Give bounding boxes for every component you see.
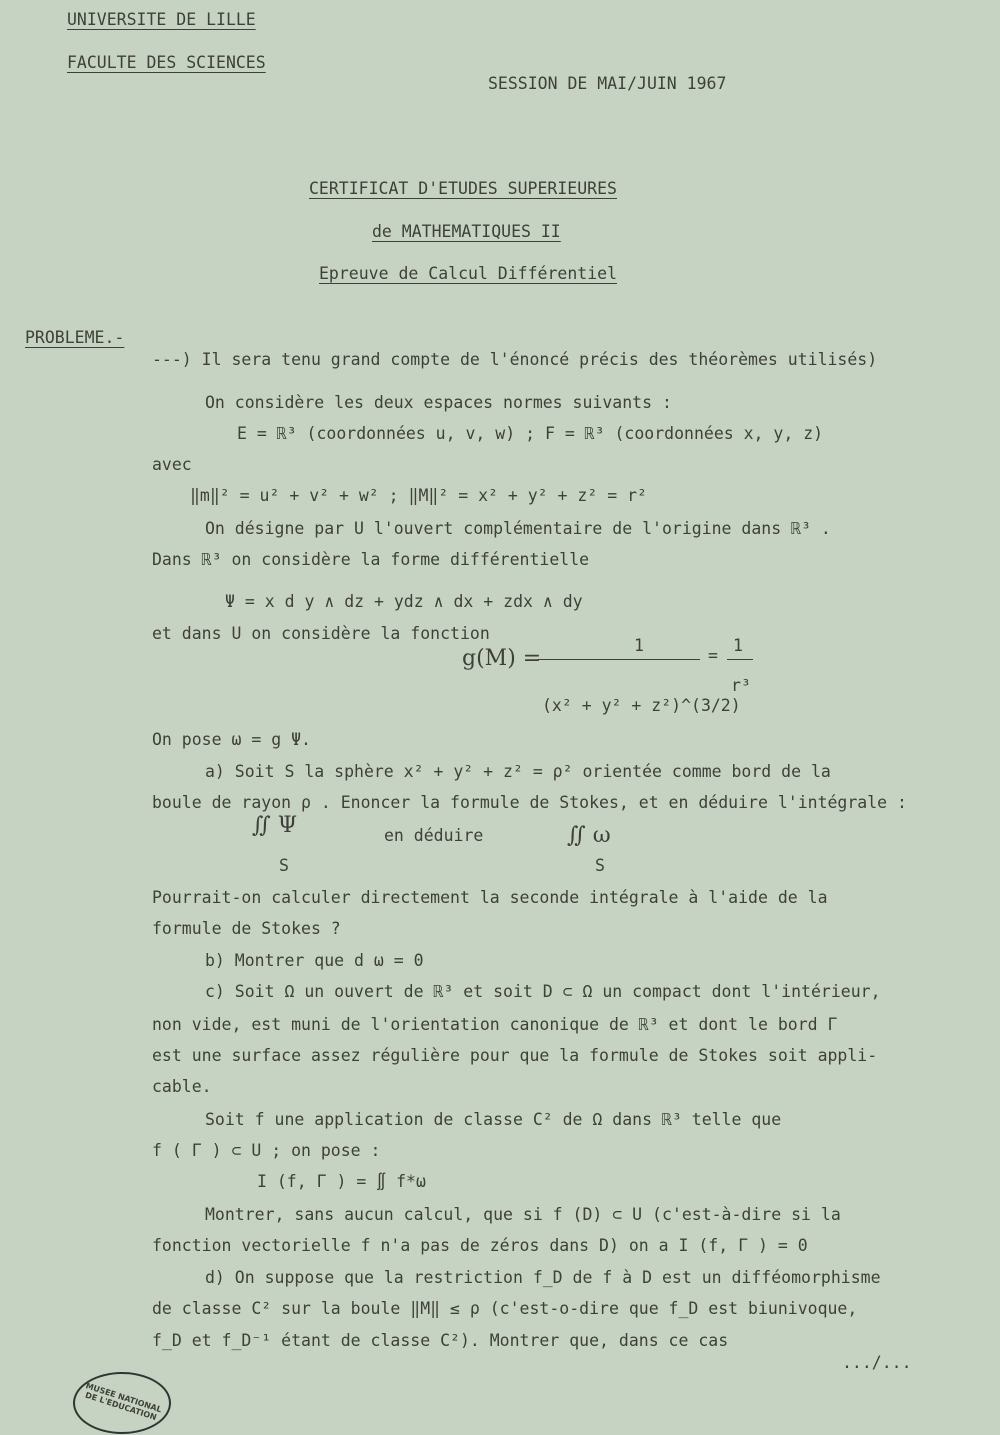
integral-definition: I (f, Γ ) = ∬ f*ω	[257, 1172, 426, 1191]
text-line: est une surface assez régulière pour que la formule de Stokes soit appli-	[152, 1046, 878, 1065]
fraction-bar	[538, 659, 700, 660]
problem-label: PROBLEME.-	[25, 328, 125, 347]
differential-form-psi: Ψ = x d y ∧ dz + ydz ∧ dx + zdx ∧ dy	[225, 592, 583, 611]
text-line: On considère les deux espaces normes suivants :	[205, 393, 672, 412]
integral-psi: ∬ Ψ	[252, 813, 298, 838]
text-line: On pose ω = g Ψ.	[152, 730, 311, 749]
question-c: c) Soit Ω un ouvert de ℝ³ et soit D ⊂ Ω un compact dont l'intérieur,	[205, 982, 881, 1001]
text-line: et dans U on considère la fonction	[152, 624, 490, 643]
text-line: f_D et f_D⁻¹ étant de classe C²). Montrer que, dans ce cas	[152, 1331, 729, 1350]
text-line: Montrer, sans aucun calcul, que si f (D) ⊂ U (c'est-à-dire si la	[205, 1205, 841, 1224]
faculty-name: FACULTE DES SCIENCES	[67, 53, 266, 72]
text-line: fonction vectorielle f n'a pas de zéros dans D) on a I (f, Γ ) = 0	[152, 1236, 808, 1255]
title-mathematiques: de MATHEMATIQUES II	[372, 222, 561, 241]
fraction2-bar	[727, 659, 753, 660]
text-line: Pourrait-on calculer directement la seconde intégrale à l'aide de la	[152, 888, 828, 907]
norm-equations: ‖m‖² = u² + v² + w² ; ‖M‖² = x² + y² + z² = r²	[190, 486, 647, 505]
text-line: Soit f une application de classe C² de Ω dans ℝ³ telle que	[205, 1110, 782, 1129]
question-a: a) Soit S la sphère x² + y² + z² = ρ² orientée comme bord de la	[205, 762, 831, 781]
question-b: b) Montrer que d ω = 0	[205, 951, 424, 970]
text-line: non vide, est muni de l'orientation canonique de ℝ³ et dont le bord Γ	[152, 1015, 838, 1034]
equals-sign: =	[708, 646, 718, 665]
fraction-numerator: 1	[634, 636, 644, 655]
integral-subscript: S	[595, 856, 605, 875]
intro-line: ---) Il sera tenu grand compte de l'énoncé précis des théorèmes utilisés)	[152, 350, 878, 369]
title-certificat: CERTIFICAT D'ETUDES SUPERIEURES	[309, 179, 617, 198]
integral-omega: ∬ ω	[567, 823, 611, 848]
question-d: d) On suppose que la restriction f_D de f à D est un difféomorphisme	[205, 1268, 881, 1287]
text-line: boule de rayon ρ . Enoncer la formule de Stokes, et en déduire l'intégrale :	[152, 793, 907, 812]
session-date: SESSION DE MAI/JUIN 1967	[488, 74, 727, 93]
stamp-text: MUSEE NATIONAL DE L'EDUCATION	[84, 1381, 163, 1423]
text-line: cable.	[152, 1077, 212, 1096]
continuation-marker: .../...	[842, 1353, 912, 1372]
fraction2-numerator: 1	[733, 636, 743, 655]
text-line: avec	[152, 455, 192, 474]
text-line: de classe C² sur la boule ‖M‖ ≤ ρ (c'est-o-dire que f_D est biunivoque,	[152, 1299, 858, 1318]
text-line: en déduire	[384, 826, 484, 845]
text-line: f ( Γ ) ⊂ U ; on pose :	[152, 1141, 381, 1160]
text-line: formule de Stokes ?	[152, 919, 341, 938]
fraction2-denominator: r³	[731, 676, 751, 695]
university-name: UNIVERSITE DE LILLE	[67, 10, 256, 29]
text-line: Dans ℝ³ on considère la forme différentielle	[152, 550, 590, 569]
spaces-definition: E = ℝ³ (coordonnées u, v, w) ; F = ℝ³ (coordonnées x, y, z)	[237, 424, 824, 443]
function-g-label: g(M) =	[462, 646, 542, 671]
integral-subscript: S	[279, 856, 289, 875]
text-line: On désigne par U l'ouvert complémentaire de l'origine dans ℝ³ .	[205, 519, 831, 538]
museum-stamp	[73, 1372, 171, 1434]
title-epreuve: Epreuve de Calcul Différentiel	[319, 264, 618, 283]
fraction-denominator: (x² + y² + z²)^(3/2)	[542, 696, 741, 715]
